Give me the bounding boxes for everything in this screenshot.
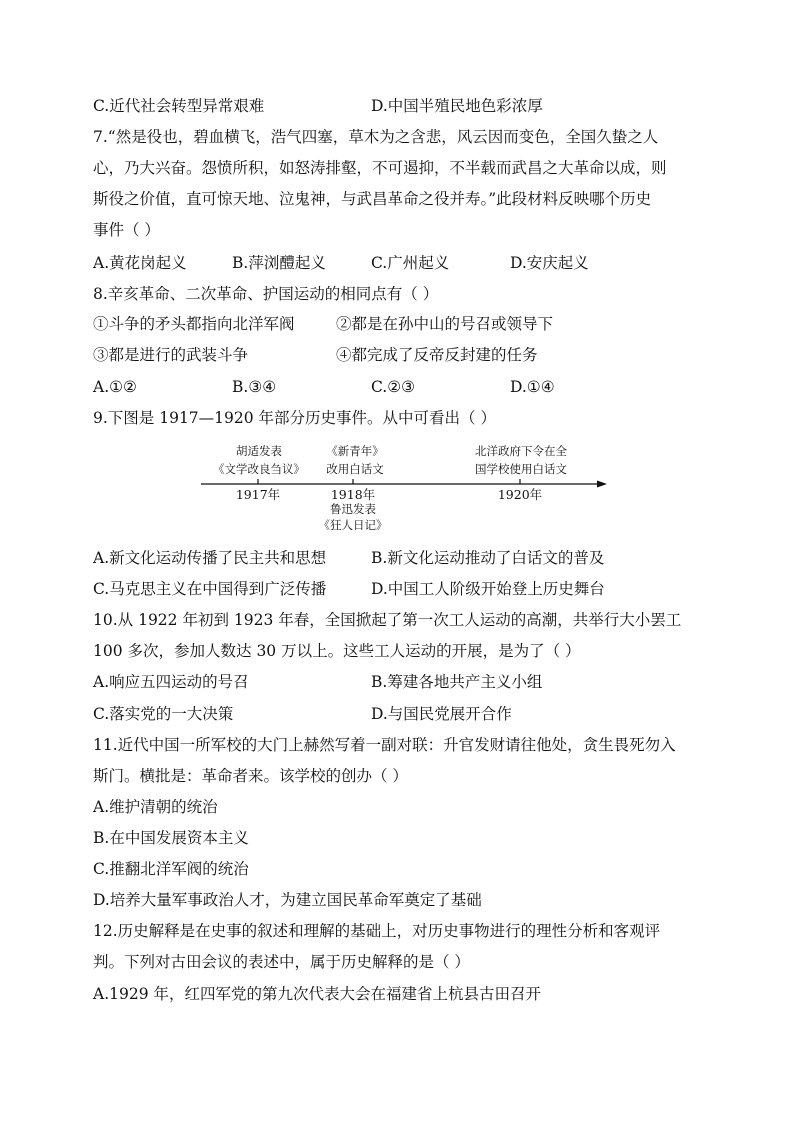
q12-stem-line1: 12.历史解释是在史事的叙述和理解的基础上，对历史事物进行的理性分析和客观评 xyxy=(93,922,661,940)
q11-stem-line1: 11.近代中国一所军校的大门上赫然写着一副对联：升官发财请往他处，贪生畏死勿入 xyxy=(93,736,676,754)
q6-option-d: D.中国半殖民地色彩浓厚 xyxy=(371,97,543,115)
q11-option-c: C.推翻北洋军阀的统治 xyxy=(93,860,249,878)
timeline-event-1-bottom: 《文学改良刍议》 xyxy=(213,462,305,476)
q10-option-c: C.落实党的一大决策 xyxy=(93,705,234,723)
q11-option-d: D.培养大量军事政治人才，为建立国民革命军奠定了基础 xyxy=(93,891,482,909)
q8-statement-3: ③都是进行的武装斗争 xyxy=(93,346,249,364)
q8-option-d: D.①④ xyxy=(510,378,555,396)
timeline-year-1918: 1918年 xyxy=(330,487,376,502)
q8-option-c: C.②③ xyxy=(371,378,416,396)
q9-option-a: A.新文化运动传播了民主共和思想 xyxy=(93,549,327,567)
timeline-event-4-bottom: 《狂人日记》 xyxy=(318,518,388,532)
q10-stem-line1: 10.从 1922 年初到 1923 年春，全国掀起了第一次工人运动的高潮，共举行大小罢工 xyxy=(93,611,682,629)
q12-stem-line2: 判。下列对古田会议的表述中，属于历史解释的是（ ） xyxy=(93,953,470,971)
timeline-event-3-top: 北洋政府下令在全 xyxy=(475,444,567,458)
q7-stem-line4: 事件（ ） xyxy=(93,221,160,239)
q7-stem-line3: 斯役之价值，直可惊天地、泣鬼神，与武昌革命之役并寿。”此段材料反映哪个历史 xyxy=(93,190,652,208)
q9-option-d: D.中国工人阶级开始登上历史舞台 xyxy=(371,580,605,598)
timeline-year-1920: 1920年 xyxy=(497,487,543,502)
q12-option-a: A.1929 年，红四军党的第九次代表大会在福建省上杭县古田召开 xyxy=(93,985,541,1003)
q10-option-d: D.与国民党展开合作 xyxy=(371,705,512,723)
q8-stem: 8.辛亥革命、二次革命、护国运动的相同点有（ ） xyxy=(93,285,439,303)
q11-stem-line2: 斯门。横批是：革命者来。该学校的创办（ ） xyxy=(93,767,408,785)
timeline-event-1-top: 胡适发表 xyxy=(236,444,282,458)
timeline-year-1917: 1917年 xyxy=(235,487,281,502)
q7-option-d: D.安庆起义 xyxy=(510,254,589,272)
q10-stem-line2: 100 多次，参加人数达 30 万以上。这些工人运动的开展，是为了（ ） xyxy=(93,642,581,660)
q8-option-a: A.①② xyxy=(93,378,137,396)
q9-stem: 9.下图是 1917—1920 年部分历史事件。从中可看出（ ） xyxy=(93,409,496,427)
q7-stem-line1: 7.“然是役也，碧血横飞，浩气四塞，草木为之含悲，风云因而变色，全国久蛰之人 xyxy=(93,128,659,146)
q8-statement-4: ④都完成了反帝反封建的任务 xyxy=(336,346,538,364)
q9-option-c: C.马克思主义在中国得到广泛传播 xyxy=(93,580,327,598)
q7-stem-line2: 心，乃大兴奋。怨愤所积，如怒涛排壑，不可遏抑，不半载而武昌之大革命以成，则 xyxy=(93,159,667,177)
q8-option-b: B.③④ xyxy=(232,378,277,396)
timeline-event-2-bottom: 改用白话文 xyxy=(326,462,384,476)
q11-option-b: B.在中国发展资本主义 xyxy=(93,829,249,847)
timeline-event-2-top: 《新青年》 xyxy=(326,444,384,458)
q7-option-b: B.萍浏醴起义 xyxy=(232,254,326,272)
q9-option-b: B.新文化运动推动了白话文的普及 xyxy=(371,549,605,567)
q7-option-a: A.黄花岗起义 xyxy=(93,254,187,272)
timeline-axis-arrow xyxy=(597,481,607,488)
q6-option-c: C.近代社会转型异常艰难 xyxy=(93,97,265,115)
q7-option-c: C.广州起义 xyxy=(371,254,450,272)
q11-option-a: A.维护清朝的统治 xyxy=(93,798,218,816)
q8-statement-1: ①斗争的矛头都指向北洋军阀 xyxy=(93,315,295,333)
timeline-event-4-top: 鲁迅发表 xyxy=(330,502,376,516)
q8-statement-2: ②都是在孙中山的号召或领导下 xyxy=(336,315,554,333)
q10-option-a: A.响应五四运动的号召 xyxy=(93,673,249,691)
q10-option-b: B.筹建各地共产主义小组 xyxy=(371,673,543,691)
timeline-event-3-bottom: 国学校使用白话文 xyxy=(475,462,567,476)
